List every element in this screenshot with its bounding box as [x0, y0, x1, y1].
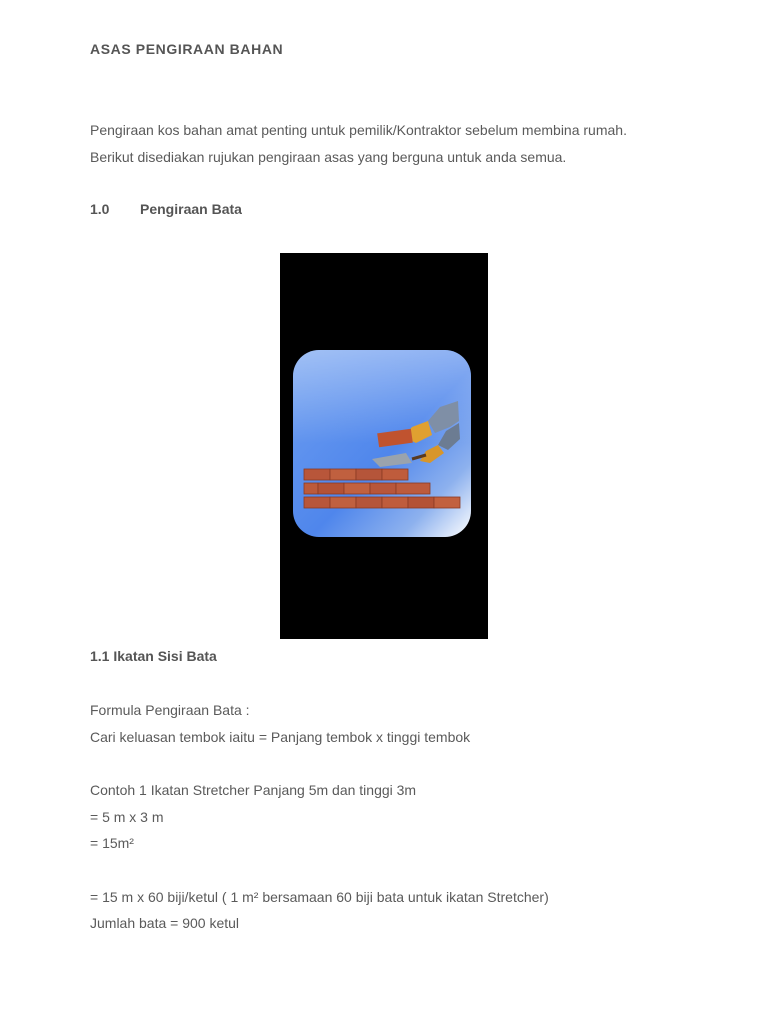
section-number: 1.0 — [90, 201, 110, 217]
bricklaying-figure — [280, 253, 488, 639]
example-line-1: Contoh 1 Ikatan Stretcher Panjang 5m dan tinggi 3m — [90, 782, 417, 798]
example-line-3: = 15m² — [90, 835, 134, 851]
section-heading-1 — [90, 200, 242, 218]
result-line-2: Jumlah bata = 900 ketul — [90, 915, 240, 931]
formula-line-1: Formula Pengiraan Bata : — [90, 702, 250, 718]
document-title: ASAS PENGIRAAN BAHAN — [90, 41, 284, 57]
intro-line-1: Pengiraan kos bahan amat penting untuk pemilik/Kontraktor sebelum membina rumah. — [90, 122, 627, 138]
result-line-1: = 15 m x 60 biji/ketul ( 1 m² bersamaan 60 biji bata untuk ikatan Stretcher) — [90, 889, 549, 905]
section-title: Pengiraan Bata — [140, 201, 242, 217]
section-heading-1-1: 1.1 Ikatan Sisi Bata — [90, 648, 217, 664]
formula-line-2: Cari keluasan tembok iaitu = Panjang tembok x tinggi tembok — [90, 729, 471, 745]
bricklaying-icon — [280, 253, 488, 639]
intro-line-2: Berikut disediakan rujukan pengiraan asas yang berguna untuk anda semua. — [90, 149, 567, 165]
example-line-2: = 5 m x 3 m — [90, 809, 164, 825]
